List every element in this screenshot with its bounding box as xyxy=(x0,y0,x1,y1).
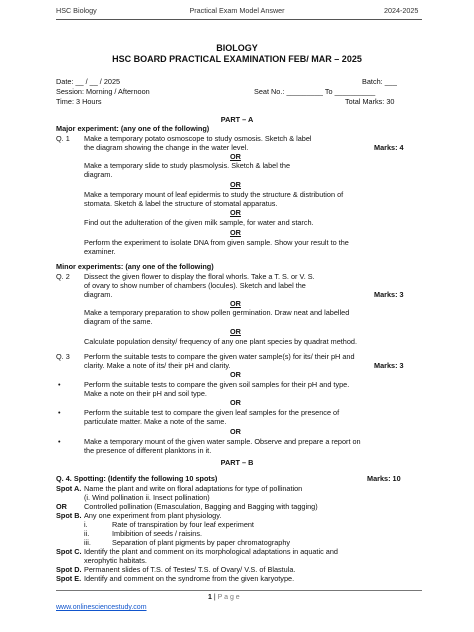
q2-number: Q. 2 xyxy=(56,272,70,281)
spot-text: Controlled pollination (Emasculation, Bagging and Bagging with tagging) xyxy=(84,502,318,511)
q3-option-text: Perform the suitable test to compare the given leaf samples for the presence of xyxy=(84,408,340,417)
page-number: 1 xyxy=(208,594,212,601)
part-a-heading: PART – A xyxy=(220,115,254,124)
page-word: P a g e xyxy=(217,594,240,601)
header-rule xyxy=(56,19,422,20)
q3-option-text: Make a temporary mount of the given water sample. Observe and prepare a report on xyxy=(84,437,361,446)
q2-option-text: Calculate population density/ frequency of any one plant species by quadrat method. xyxy=(84,337,357,346)
q2-marks: Marks: 3 xyxy=(374,290,404,299)
or-separator: OR xyxy=(230,299,241,308)
spot-label: Spot B. xyxy=(56,511,82,520)
list-marker: ii. xyxy=(84,529,90,538)
spot-text: Identify the plant and comment on its morphological adaptations in aquatic and xyxy=(84,547,338,556)
q1-option-text: Make a temporary slide to study plasmolysis. Sketch & label the xyxy=(84,161,291,170)
spot-label: Spot D. xyxy=(56,565,82,574)
or-separator: OR xyxy=(230,398,241,407)
q2-option-text: diagram. xyxy=(84,290,113,299)
bullet-icon: • xyxy=(58,408,61,417)
q3-option-text: Perform the suitable tests to compare the given soil samples for their pH and type. xyxy=(84,380,350,389)
q3-option-text: particulate matter. Make a note of the same. xyxy=(84,417,227,426)
q1-option-text: diagram. xyxy=(84,170,113,179)
spot-text: Identify and comment on the syndrome from the given karyotype. xyxy=(84,574,295,583)
q1-option-text: the diagram showing the change in the water level. xyxy=(84,143,249,152)
q3-option-text: Perform the suitable tests to compare the given water sample(s) for its/ their pH and xyxy=(84,352,355,361)
page-indicator xyxy=(208,593,240,602)
header-right: 2024-2025 xyxy=(384,6,419,15)
q4-marks: Marks: 10 xyxy=(367,474,401,483)
header-center: Practical Exam Model Answer xyxy=(189,6,285,15)
q3-option-text: Make a note on their pH and soil type. xyxy=(84,389,207,398)
q2-option-text: of ovary to show number of chambers (locules). Sketch and label the xyxy=(84,281,306,290)
session-field: Session: Morning / Afternoon xyxy=(56,87,150,96)
page-separator: | xyxy=(213,594,216,601)
spot-text: Any one experiment from plant physiology. xyxy=(84,511,222,520)
batch-field: Batch: ___ xyxy=(362,77,397,86)
spot-label: OR xyxy=(56,502,67,511)
time-field: Time: 3 Hours xyxy=(56,97,102,106)
bullet-icon: • xyxy=(58,380,61,389)
q3-marks: Marks: 3 xyxy=(374,361,404,370)
q1-marks: Marks: 4 xyxy=(374,143,404,152)
or-separator: OR xyxy=(230,427,241,436)
spot-label: Spot A. xyxy=(56,484,82,493)
doc-title: BIOLOGY xyxy=(216,43,258,53)
or-separator: OR xyxy=(230,208,241,217)
q2-option-text: Make a temporary preparation to show pollen germination. Draw neat and labelled xyxy=(84,308,350,317)
q1-number: Q. 1 xyxy=(56,134,70,143)
q1-option-text: Make a temporary mount of leaf epidermis to study the structure & distribution of xyxy=(84,190,344,199)
q1-option-text: stomata. Sketch & label the structure of stomatal apparatus. xyxy=(84,199,278,208)
or-separator: OR xyxy=(230,327,241,336)
spot-text: (i. Wind pollination ii. Insect pollination) xyxy=(84,493,210,502)
minor-heading: Minor experiments: (any one of the following) xyxy=(56,262,214,271)
total-marks: Total Marks: 30 xyxy=(345,97,395,106)
doc-subtitle: HSC BOARD PRACTICAL EXAMINATION FEB/ MAR – 2025 xyxy=(112,54,362,64)
or-separator: OR xyxy=(230,370,241,379)
major-heading: Major experiment: (any one of the following) xyxy=(56,124,210,133)
website-link[interactable]: www.onlinesciencestudy.com xyxy=(56,604,147,611)
q1-option-text: examiner. xyxy=(84,247,116,256)
or-separator: OR xyxy=(230,152,241,161)
list-marker: i. xyxy=(84,520,88,529)
q3-option-text: the presence of different planktons in it. xyxy=(84,446,212,455)
date-field: Date: __ / __ / 2025 xyxy=(56,77,121,86)
q4-heading: Q. 4. Spotting: (Identify the following 10 spots) xyxy=(56,474,218,483)
spot-text: Permanent slides of T.S. of Testes/ T.S. of Ovary/ V.S. of Blastula. xyxy=(84,565,296,574)
spot-text: Imbibition of seeds / raisins. xyxy=(112,529,203,538)
footer-rule xyxy=(56,590,422,591)
q2-option-text: Dissect the given flower to display the floral whorls. Take a T. S. or V. S. xyxy=(84,272,315,281)
bullet-icon: • xyxy=(58,437,61,446)
q2-option-text: diagram of the same. xyxy=(84,317,153,326)
spot-text: xerophytic habitats. xyxy=(84,556,147,565)
part-b-heading: PART – B xyxy=(220,458,254,467)
or-separator: OR xyxy=(230,228,241,237)
list-marker: iii. xyxy=(84,538,91,547)
q3-option-text: clarity. Make a note of its/ their pH and clarity. xyxy=(84,361,231,370)
q1-option-text: Find out the adulteration of the given milk sample, for water and starch. xyxy=(84,218,314,227)
header-left: HSC Biology xyxy=(56,6,97,15)
spot-label: Spot C. xyxy=(56,547,82,556)
spot-text: Name the plant and write on floral adaptations for type of pollination xyxy=(84,484,303,493)
spot-text: Rate of transpiration by four leaf experiment xyxy=(112,520,254,529)
seat-field: Seat No.: _________ To __________ xyxy=(254,87,376,96)
spot-label: Spot E. xyxy=(56,574,82,583)
or-separator: OR xyxy=(230,180,241,189)
q1-option-text: Perform the experiment to isolate DNA from given sample. Show your result to the xyxy=(84,238,349,247)
q3-number: Q. 3 xyxy=(56,352,70,361)
q1-option-text: Make a temporary potato osmoscope to study osmosis. Sketch & label xyxy=(84,134,312,143)
spot-text: Separation of plant pigments by paper chromatography xyxy=(112,538,291,547)
